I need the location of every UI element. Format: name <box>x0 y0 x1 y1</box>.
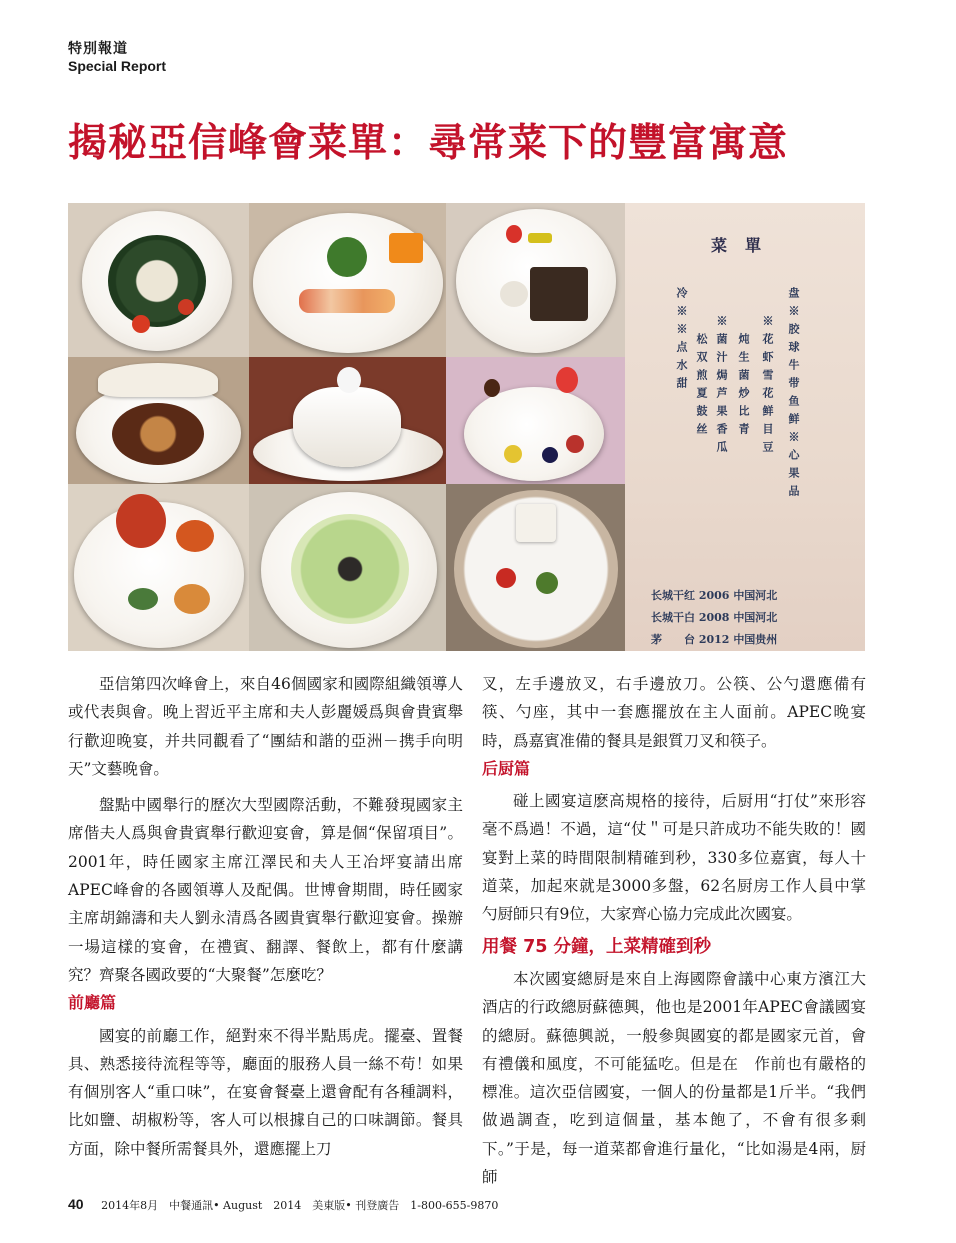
article-paragraph: 國宴的前廳工作，絕對來不得半點馬虎。擺臺、置餐具、熟悉接待流程等等，廳面的服務人員一絲不苟！如果有個別客人“重口味”，在宴會餐臺上還會配有各種調料，比如鹽、胡椒粉等，客人可以根據自己的口味調節。餐具方面，除中餐所需餐具外，還應擺上刀 <box>68 1026 463 1158</box>
photo-beef-plate <box>446 203 625 357</box>
menu-column-1: 盘※胶球牛带鱼鲜※心果品 <box>787 287 800 503</box>
article-paragraph: 碰上國宴這麽高規格的接待，后厨用“打仗”來形容毫不爲過！不過，這“仗＂可是只許成功不能失敗的！國宴對上菜的時間限制精確到秒，330多位嘉賓，每人十道菜，加起來就是3000多盤，62名厨房工作人員中掌勺厨師只有9位，大家齊心協力完成此次國宴。 <box>482 792 866 924</box>
photo-dim-sum-steamer <box>446 484 625 651</box>
menu-wine-line: 长城干白 2008 中国河北 <box>651 611 778 624</box>
article-paragraph: 叉，左手邊放叉，右手邊放刀。公筷、公勺還應備有筷、勺座，其中一套應擺放在主人面前。APEC晚宴時，爲嘉賓准備的餐具是銀質刀叉和筷子。 <box>482 675 866 750</box>
photo-cold-appetizer <box>68 203 249 357</box>
menu-wine-line: 长城干红 2006 中国河北 <box>651 589 778 602</box>
menu-column-2: ※花虾雪花鲜目豆 <box>761 315 774 459</box>
photo-cold-platter <box>249 203 446 357</box>
article-paragraph: 本次國宴總厨是來自上海國際會議中心東方濱江大酒店的行政總厨蘇德興，他也是2001年APEC會議國宴的總厨。蘇德興説，一般參與國宴的都是國家元首，會有禮儀和風度，不可能猛吃。但是在 作前也有嚴格的標准。這次亞信國宴，一個人的份量都是1斤半。“我們做過調查，吃到這個量，基本飽了，不會有很多剩下。”于是，每一道菜都會進行量化，“比如湯是4兩，厨師 <box>482 969 866 1187</box>
article-column-right <box>482 670 866 1191</box>
menu-column-5: 松双煎夏鼓丝 <box>695 333 708 441</box>
menu-card-title: 菜單 <box>710 236 779 255</box>
article-column-left <box>68 670 463 1163</box>
dish-photo-collage <box>68 203 865 651</box>
banquet-menu-card <box>625 203 865 651</box>
page-number: 40 <box>68 1196 84 1212</box>
photo-fruit-plate <box>446 357 625 484</box>
menu-column-6: 冷※※点水甜 <box>675 287 688 395</box>
section-label-cn: 特別報道 <box>68 41 128 57</box>
photo-braised-dish <box>68 357 249 484</box>
footer-publication-info: 2014年8月 中餐通訊• August 2014 美東版• 刊登廣告 1-800-655-9870 <box>101 1199 499 1212</box>
subheading-kitchen: 后厨篇 <box>482 758 531 778</box>
page-footer <box>68 1196 498 1213</box>
photo-soup-tureen <box>249 357 446 484</box>
article-paragraph: 盤點中國舉行的歷次大型國際活動，不難發現國家主席偕夫人爲與會貴賓舉行歡迎宴會，算是個“保留項目”。2001年，時任國家主席江澤民和夫人王冶坪宴請出席APEC峰會的各國領導人及配偶。世博會期間，時任國家主席胡錦濤和夫人劉永清爲各國貴賓舉行歡迎宴會。操辦一場這樣的宴會，在禮賓、翻譯、餐飲上，都有什麼講究？齊聚各國政要的“大聚餐”怎麼吃？ <box>68 796 463 984</box>
subheading-front-hall: 前廳篇 <box>68 993 117 1013</box>
menu-column-3: 炖生菌炒比青 <box>737 333 750 441</box>
subheading-timing: 用餐 75 分鐘，上菜精確到秒 <box>482 936 712 957</box>
article-headline: 揭秘亞信峰會菜單：尋常菜下的豐富寓意 <box>68 120 789 166</box>
photo-luffa-truffle <box>249 484 446 651</box>
photo-lobster-plate <box>68 484 249 651</box>
section-label-en: Special Report <box>68 58 167 74</box>
article-paragraph: 亞信第四次峰會上，來自46個國家和國際組織領導人或代表與會。晚上習近平主席和夫人彭麗媛爲與會貴賓舉行歡迎晚宴，并共同觀看了“團結和諧的亞洲－携手向明天”文藝晚會。 <box>68 675 463 778</box>
menu-wine-line: 茅 台 2012 中国贵州 <box>651 633 778 646</box>
menu-column-4: ※菌汁焗芦果香瓜 <box>715 315 728 459</box>
